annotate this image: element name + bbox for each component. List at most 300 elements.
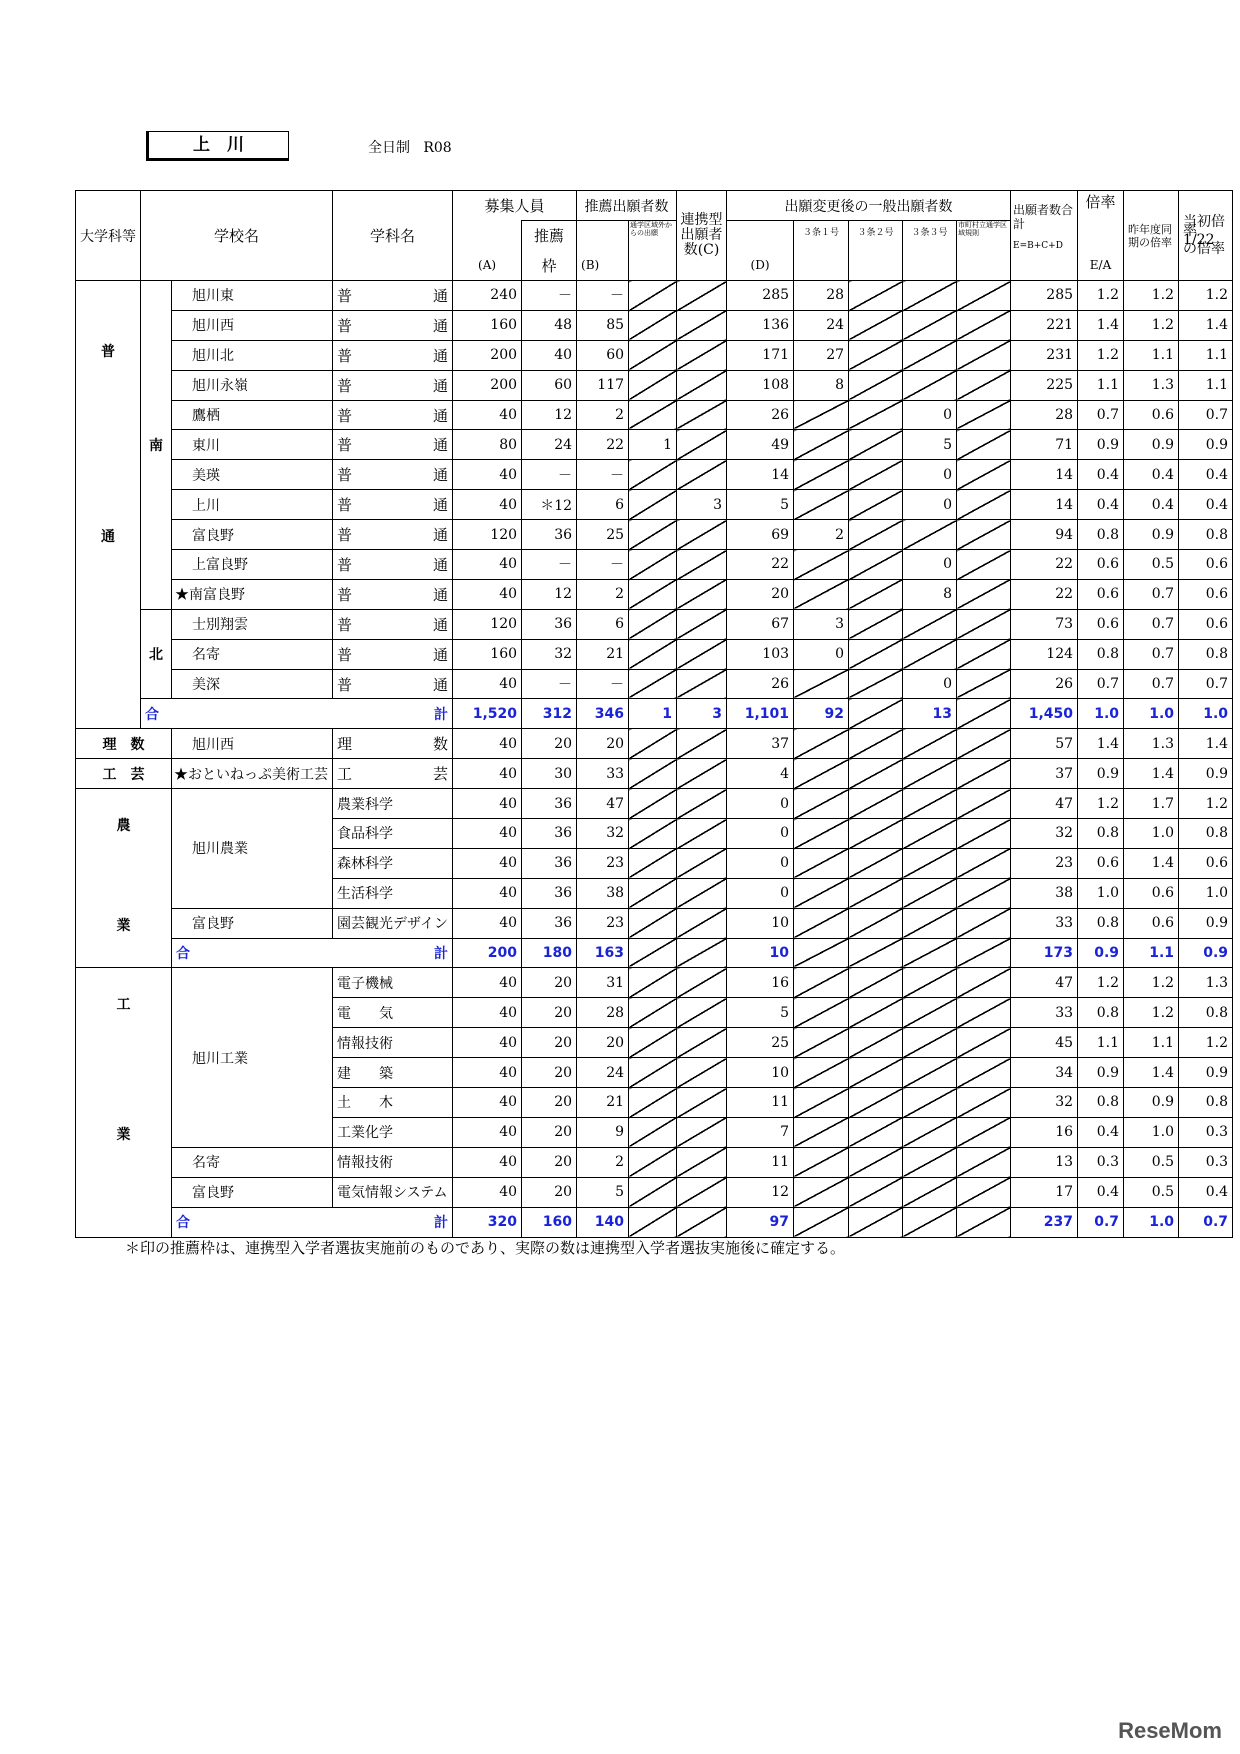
diag-cell	[677, 878, 727, 908]
cell-waku: 30	[522, 759, 577, 789]
col-d-spacer	[727, 221, 794, 281]
cell-b: 6	[577, 490, 629, 520]
cell-e: 285	[1011, 281, 1078, 311]
cell-e: 32	[1011, 819, 1078, 849]
diag-cell	[957, 639, 1011, 669]
col-total	[1011, 191, 1078, 281]
diag-cell	[677, 460, 727, 490]
dept-cell	[333, 460, 453, 490]
cell-a: 40	[453, 819, 522, 849]
school-name: ★おといねっぷ美術工芸	[172, 759, 333, 789]
cell-prev: 1.2	[1124, 281, 1179, 311]
diag-cell	[794, 819, 849, 849]
diag-cell	[849, 550, 903, 580]
diag-cell	[677, 1177, 727, 1207]
dept-char-2: 通	[433, 526, 449, 545]
category-char: 業	[116, 1127, 131, 1144]
cell-c: 3	[677, 490, 727, 520]
cell-s1: 27	[794, 340, 849, 370]
cell-ea: 0.3	[1078, 1147, 1124, 1177]
cell-d: 26	[727, 669, 794, 699]
dept-char-2: 芸	[433, 765, 449, 784]
diag-cell	[903, 729, 957, 759]
dept-cell	[333, 639, 453, 669]
cell-s3: 0	[903, 460, 957, 490]
total-s3: 13	[903, 699, 957, 729]
cell-e: 17	[1011, 1177, 1078, 1207]
cell-prev: 1.7	[1124, 789, 1179, 819]
cell-ea: 1.1	[1078, 370, 1124, 400]
category-char: 普	[101, 344, 115, 360]
dept-cell: 工業化学	[333, 1117, 453, 1147]
diag-cell	[957, 729, 1011, 759]
cell-ea: 1.1	[1078, 1028, 1124, 1058]
cell-e: 34	[1011, 1058, 1078, 1088]
dept-char-2: 数	[433, 735, 449, 754]
diag-cell	[677, 281, 727, 311]
cell-e: 124	[1011, 639, 1078, 669]
col-b-label: (B)	[581, 257, 600, 272]
diag-cell	[957, 550, 1011, 580]
diag-cell	[794, 1088, 849, 1118]
table-row	[76, 490, 1233, 520]
diag-cell	[677, 938, 727, 968]
cell-b: 38	[577, 878, 629, 908]
cell-waku: ＊12	[522, 490, 577, 520]
cell-d: 22	[727, 550, 794, 580]
school-name: 上川	[172, 490, 333, 520]
diag-cell	[957, 340, 1011, 370]
cell-prev: 1.4	[1124, 848, 1179, 878]
cell-init: 1.3	[1179, 968, 1233, 998]
diag-cell	[903, 789, 957, 819]
dept-cell	[333, 281, 453, 311]
col-renkei-label: 連携型出願者数(C)	[680, 212, 723, 258]
diag-cell	[849, 1147, 903, 1177]
total-row	[76, 699, 1233, 729]
diag-cell	[794, 1207, 849, 1237]
cell-waku: －	[522, 669, 577, 699]
total-prev: 1.1	[1124, 938, 1179, 968]
diag-cell	[629, 1088, 677, 1118]
diag-cell	[903, 998, 957, 1028]
diag-cell	[794, 729, 849, 759]
dept-char-2: 通	[433, 406, 449, 425]
cell-e: 37	[1011, 759, 1078, 789]
watermark-logo: ReseMom	[1118, 1718, 1222, 1743]
cell-b: 5	[577, 1177, 629, 1207]
cell-d: 11	[727, 1088, 794, 1118]
diag-cell	[849, 281, 903, 311]
col-d-label: (D)	[750, 257, 770, 272]
cell-prev: 1.1	[1124, 1028, 1179, 1058]
cell-waku: 20	[522, 1028, 577, 1058]
cell-b: 28	[577, 998, 629, 1028]
diag-cell	[794, 490, 849, 520]
diag-cell	[903, 281, 957, 311]
cell-d: 4	[727, 759, 794, 789]
diag-cell	[957, 1177, 1011, 1207]
cell-ea: 0.6	[1078, 579, 1124, 609]
cell-e: 26	[1011, 669, 1078, 699]
cell-waku: －	[522, 460, 577, 490]
cell-b: 6	[577, 609, 629, 639]
school-name: 美深	[172, 669, 333, 699]
diag-cell	[677, 968, 727, 998]
cell-a: 40	[453, 968, 522, 998]
diag-cell	[957, 460, 1011, 490]
diag-cell	[677, 908, 727, 938]
diag-cell	[849, 609, 903, 639]
cell-e: 13	[1011, 1147, 1078, 1177]
total-ea: 0.7	[1078, 1207, 1124, 1237]
cell-init: 0.6	[1179, 609, 1233, 639]
cell-a: 40	[453, 1088, 522, 1118]
diag-cell	[849, 1177, 903, 1207]
cell-d: 0	[727, 878, 794, 908]
diag-cell	[957, 430, 1011, 460]
cell-init: 1.0	[1179, 878, 1233, 908]
diag-cell	[849, 819, 903, 849]
cell-prev: 0.6	[1124, 400, 1179, 430]
col-suisen: 推薦	[522, 221, 577, 251]
area-south: 南	[141, 281, 172, 610]
cell-e: 47	[1011, 968, 1078, 998]
cell-init: 0.4	[1179, 1177, 1233, 1207]
diag-cell	[677, 669, 727, 699]
cell-waku: －	[522, 550, 577, 580]
cell-waku: 20	[522, 998, 577, 1028]
diag-cell	[629, 370, 677, 400]
diag-cell	[794, 1028, 849, 1058]
diag-cell	[957, 669, 1011, 699]
col-boshu: 募集人員	[453, 191, 577, 221]
diag-cell	[849, 759, 903, 789]
cell-init: 0.9	[1179, 759, 1233, 789]
school-name: 鷹栖	[172, 400, 333, 430]
col-art1: ３条１号	[794, 221, 849, 281]
table-row	[76, 1147, 1233, 1177]
diag-cell	[903, 1088, 957, 1118]
diag-cell	[794, 938, 849, 968]
cell-waku: 12	[522, 579, 577, 609]
cell-init: 0.4	[1179, 490, 1233, 520]
diag-cell	[849, 699, 903, 729]
diag-cell	[677, 340, 727, 370]
cell-prev: 0.7	[1124, 639, 1179, 669]
cell-e: 22	[1011, 579, 1078, 609]
cell-ea: 0.6	[1078, 609, 1124, 639]
diag-cell	[629, 789, 677, 819]
school-name: 旭川東	[172, 281, 333, 311]
diag-cell	[794, 1147, 849, 1177]
dept-cell: 電子機械	[333, 968, 453, 998]
cell-ea: 0.6	[1078, 848, 1124, 878]
diag-cell	[629, 520, 677, 550]
total-b: 163	[577, 938, 629, 968]
diag-cell	[629, 1177, 677, 1207]
cell-a: 160	[453, 310, 522, 340]
dept-char-1: 普	[337, 466, 353, 485]
cell-a: 120	[453, 520, 522, 550]
diag-cell	[849, 639, 903, 669]
total-prev: 1.0	[1124, 699, 1179, 729]
diag-cell	[677, 759, 727, 789]
cell-d: 5	[727, 490, 794, 520]
cell-b: 20	[577, 1028, 629, 1058]
table-row	[76, 460, 1233, 490]
total-row	[76, 1207, 1233, 1237]
cell-b: 21	[577, 639, 629, 669]
dept-char-2: 通	[433, 675, 449, 694]
cell-init: 0.7	[1179, 669, 1233, 699]
cell-init: 0.8	[1179, 520, 1233, 550]
cell-init: 0.8	[1179, 1088, 1233, 1118]
diag-cell	[849, 310, 903, 340]
total-label-2: 計	[434, 946, 449, 963]
diag-cell	[794, 1177, 849, 1207]
cell-ea: 0.8	[1078, 520, 1124, 550]
cell-d: 10	[727, 1058, 794, 1088]
diag-cell	[957, 1147, 1011, 1177]
col-prev: 昨年度同期の倍率	[1124, 191, 1179, 281]
cell-b: 60	[577, 340, 629, 370]
cell-ea: 0.7	[1078, 400, 1124, 430]
cell-init: 1.4	[1179, 310, 1233, 340]
cell-a: 120	[453, 609, 522, 639]
col-boshu-a: (A)	[453, 251, 522, 281]
cell-prev: 0.4	[1124, 460, 1179, 490]
cell-b: －	[577, 550, 629, 580]
total-init: 0.9	[1179, 938, 1233, 968]
cell-e: 225	[1011, 370, 1078, 400]
cell-prev: 0.6	[1124, 878, 1179, 908]
dept-char-1: 普	[337, 346, 353, 365]
cell-prev: 1.0	[1124, 819, 1179, 849]
diag-cell	[794, 998, 849, 1028]
cell-d: 0	[727, 789, 794, 819]
dept-cell: 食品科学	[333, 819, 453, 849]
cell-waku: 36	[522, 609, 577, 639]
cell-a: 200	[453, 370, 522, 400]
diag-cell	[794, 789, 849, 819]
diag-cell	[629, 878, 677, 908]
col-category: 大学科等	[76, 191, 141, 281]
cell-init: 0.9	[1179, 908, 1233, 938]
diag-cell	[957, 609, 1011, 639]
cell-s3: 0	[903, 490, 957, 520]
school-name: 名寄	[172, 639, 333, 669]
cell-init: 1.4	[1179, 729, 1233, 759]
cell-ea: 0.6	[1078, 550, 1124, 580]
cell-s1: 2	[794, 520, 849, 550]
cell-ea: 0.4	[1078, 490, 1124, 520]
cell-ea: 1.4	[1078, 310, 1124, 340]
cell-waku: 20	[522, 1058, 577, 1088]
cell-s1: 8	[794, 370, 849, 400]
footnote: ＊印の推薦枠は、連携型入学者選抜実施前のものであり、実際の数は連携型入学者選抜実施後に確定する。	[125, 1239, 846, 1257]
diag-cell	[629, 1058, 677, 1088]
table-row	[76, 669, 1233, 699]
diag-cell	[677, 1058, 727, 1088]
dept-char-2: 通	[433, 496, 449, 515]
diag-cell	[903, 1028, 957, 1058]
dept-char-1: 普	[337, 406, 353, 425]
dept-cell: 生活科学	[333, 878, 453, 908]
diag-cell	[903, 1058, 957, 1088]
school-name: ★南富良野	[172, 579, 333, 609]
cell-ea: 1.2	[1078, 968, 1124, 998]
dept-char-1: 普	[337, 555, 353, 574]
cell-e: 71	[1011, 430, 1078, 460]
col-total-formula: E=B+C+D	[1013, 241, 1063, 251]
cell-ea: 0.4	[1078, 1177, 1124, 1207]
category-risu: 理 数	[76, 729, 172, 759]
school-name: 旭川永嶺	[172, 370, 333, 400]
dept-cell	[333, 609, 453, 639]
category-char: 通	[101, 529, 115, 545]
col-bairitsu: 倍率	[1078, 191, 1124, 251]
diag-cell	[903, 639, 957, 669]
diag-cell	[903, 370, 957, 400]
diag-cell	[849, 1088, 903, 1118]
cell-prev: 1.0	[1124, 1117, 1179, 1147]
cell-d: 0	[727, 819, 794, 849]
diag-cell	[629, 819, 677, 849]
diag-cell	[957, 908, 1011, 938]
diag-cell	[849, 430, 903, 460]
dept-char-2: 通	[433, 316, 449, 335]
cell-e: 47	[1011, 789, 1078, 819]
cell-a: 40	[453, 908, 522, 938]
cell-a: 40	[453, 729, 522, 759]
dept-cell: 電 気	[333, 998, 453, 1028]
cell-b: 23	[577, 848, 629, 878]
diag-cell	[849, 460, 903, 490]
dept-char-1: 普	[337, 286, 353, 305]
diag-cell	[903, 310, 957, 340]
diag-cell	[677, 729, 727, 759]
total-label-1: 合	[176, 1215, 190, 1232]
cell-d: 69	[727, 520, 794, 550]
diag-cell	[957, 1088, 1011, 1118]
cell-d: 25	[727, 1028, 794, 1058]
diag-cell	[629, 1028, 677, 1058]
dept-cell	[333, 430, 453, 460]
diag-cell	[903, 878, 957, 908]
table-row	[76, 430, 1233, 460]
cell-a: 40	[453, 1117, 522, 1147]
cell-d: 7	[727, 1117, 794, 1147]
total-d: 97	[727, 1207, 794, 1237]
table-row	[76, 400, 1233, 430]
col-renkei	[677, 191, 727, 281]
diag-cell	[849, 340, 903, 370]
cell-b: －	[577, 669, 629, 699]
cell-waku: 12	[522, 400, 577, 430]
dept-cell: 森林科学	[333, 848, 453, 878]
dept-char-2: 通	[433, 645, 449, 664]
diag-cell	[677, 550, 727, 580]
cell-b: 23	[577, 908, 629, 938]
diag-cell	[903, 848, 957, 878]
dept-cell	[333, 550, 453, 580]
dept-char-2: 通	[433, 346, 449, 365]
page-header	[368, 137, 452, 157]
cell-s3: 0	[903, 550, 957, 580]
cell-e: 33	[1011, 908, 1078, 938]
cell-prev: 1.1	[1124, 340, 1179, 370]
cell-init: 0.8	[1179, 819, 1233, 849]
cell-e: 16	[1011, 1117, 1078, 1147]
header-row-1	[76, 191, 1233, 221]
total-label-2: 計	[434, 1215, 449, 1232]
cell-prev: 1.2	[1124, 998, 1179, 1028]
cell-init: 0.8	[1179, 998, 1233, 1028]
cell-d: 49	[727, 430, 794, 460]
col-boshu-spacer	[453, 221, 522, 251]
cell-e: 45	[1011, 1028, 1078, 1058]
dept-char-2: 通	[433, 555, 449, 574]
diag-cell	[903, 908, 957, 938]
total-e: 173	[1011, 938, 1078, 968]
dept-cell: 園芸観光デザイン	[333, 908, 453, 938]
diag-cell	[629, 729, 677, 759]
cell-waku: 40	[522, 340, 577, 370]
table-row	[76, 639, 1233, 669]
dept-char-2: 通	[433, 615, 449, 634]
cell-a: 40	[453, 460, 522, 490]
diag-cell	[677, 520, 727, 550]
category-char: 工	[116, 997, 131, 1014]
diag-cell	[629, 609, 677, 639]
col-initial: 当初倍率1/22の倍率	[1179, 191, 1233, 281]
cell-init: 0.7	[1179, 400, 1233, 430]
total-e: 237	[1011, 1207, 1078, 1237]
total-label	[172, 938, 453, 968]
dept-cell	[333, 490, 453, 520]
cell-ea: 0.8	[1078, 908, 1124, 938]
cell-waku: 48	[522, 310, 577, 340]
table-row	[76, 908, 1233, 938]
col-ea: E/A	[1078, 251, 1124, 281]
cell-a: 40	[453, 579, 522, 609]
school-name: 旭川西	[172, 310, 333, 340]
cell-a: 40	[453, 490, 522, 520]
cell-ea: 0.4	[1078, 1117, 1124, 1147]
total-waku: 160	[522, 1207, 577, 1237]
table-row	[76, 1177, 1233, 1207]
cell-init: 0.3	[1179, 1117, 1233, 1147]
diag-cell	[903, 609, 957, 639]
cell-d: 11	[727, 1147, 794, 1177]
cell-waku: 20	[522, 1147, 577, 1177]
diag-cell	[849, 1058, 903, 1088]
diag-cell	[629, 1147, 677, 1177]
diag-cell	[849, 520, 903, 550]
total-a: 320	[453, 1207, 522, 1237]
diag-cell	[957, 878, 1011, 908]
diag-cell	[849, 878, 903, 908]
cell-b: 22	[577, 430, 629, 460]
cell-prev: 0.9	[1124, 520, 1179, 550]
cell-waku: 36	[522, 908, 577, 938]
cell-ea: 0.8	[1078, 639, 1124, 669]
cell-ea: 0.9	[1078, 759, 1124, 789]
diag-cell	[677, 1117, 727, 1147]
dept-char-2: 通	[433, 286, 449, 305]
cell-a: 40	[453, 1058, 522, 1088]
